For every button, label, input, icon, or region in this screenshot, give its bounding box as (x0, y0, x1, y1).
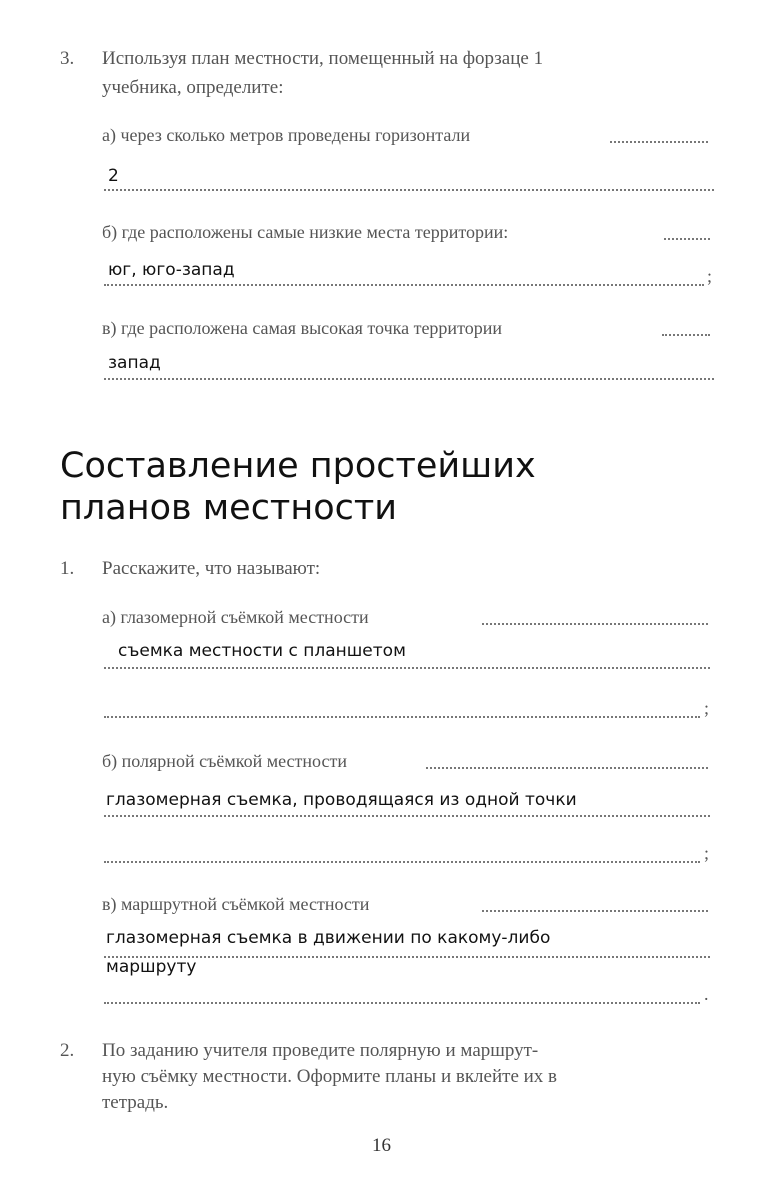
task3-line1: Используя план местности, помещенный на форзаце 1 (102, 48, 544, 69)
task1-v-answer-line (104, 956, 710, 958)
task3-v-answer: запад (108, 353, 161, 373)
task2-line2: ную съёмку местности. Оформите планы и вклейте их в (102, 1066, 558, 1087)
task2-line3: тетрадь. (102, 1092, 169, 1113)
task1-v-period: . (704, 984, 709, 1004)
task1-a-question: а) глазомерной съёмкой местности (102, 607, 369, 627)
task3-v-dots (662, 334, 710, 336)
task1-a-dots (482, 623, 708, 625)
task1-v-answer-line1: глазомерная съемка в движении по какому-либо (106, 928, 551, 948)
task3-v-question: в) где расположена самая высокая точка территории (102, 318, 502, 338)
task1-b-answer-line (104, 815, 710, 817)
task1-b-answer-line2 (104, 861, 700, 863)
task3-b-answer-line (104, 284, 704, 286)
section-title-line1: Составление простейших (60, 446, 536, 486)
task3-line2: учебника, определите: (102, 77, 284, 98)
task1-number: 1. (60, 558, 75, 579)
task2-line1: По заданию учителя проведите полярную и маршрут- (102, 1040, 539, 1061)
task1-a-answer-line (104, 667, 710, 669)
section-title-line2: планов местности (60, 488, 397, 528)
task3-a-answer-line (104, 189, 714, 191)
task1-b-semicolon: ; (704, 843, 710, 863)
task2-number: 2. (60, 1040, 75, 1061)
task3-a-question: а) через сколько метров проведены горизонтали (102, 125, 471, 145)
task1-v-answer-line2: маршруту (106, 957, 197, 977)
task1-prompt: Расскажите, что называют: (102, 558, 321, 579)
page-number: 16 (372, 1135, 391, 1156)
task1-a-answer: съемка местности с планшетом (118, 641, 406, 661)
task1-v-question: в) маршрутной съёмкой местности (102, 894, 370, 914)
task3-b-question: б) где расположены самые низкие места территории: (102, 222, 509, 242)
task3-number: 3. (60, 48, 75, 69)
task1-a-semicolon: ; (704, 698, 710, 718)
task1-a-answer-line2 (104, 716, 700, 718)
task1-v-answer-line2-dots (104, 1002, 700, 1004)
task1-b-answer: глазомерная съемка, проводящаяся из одной точки (106, 790, 577, 810)
task3-b-semicolon: ; (707, 266, 713, 286)
task3-a-answer: 2 (108, 166, 119, 186)
task1-v-dots (482, 910, 708, 912)
task1-b-dots (426, 767, 708, 769)
task3-b-dots (664, 238, 710, 240)
task3-a-dots (610, 141, 708, 143)
task1-b-question: б) полярной съёмкой местности (102, 751, 347, 771)
task3-v-answer-line (104, 378, 714, 380)
task3-b-answer: юг, юго-запад (108, 260, 235, 280)
